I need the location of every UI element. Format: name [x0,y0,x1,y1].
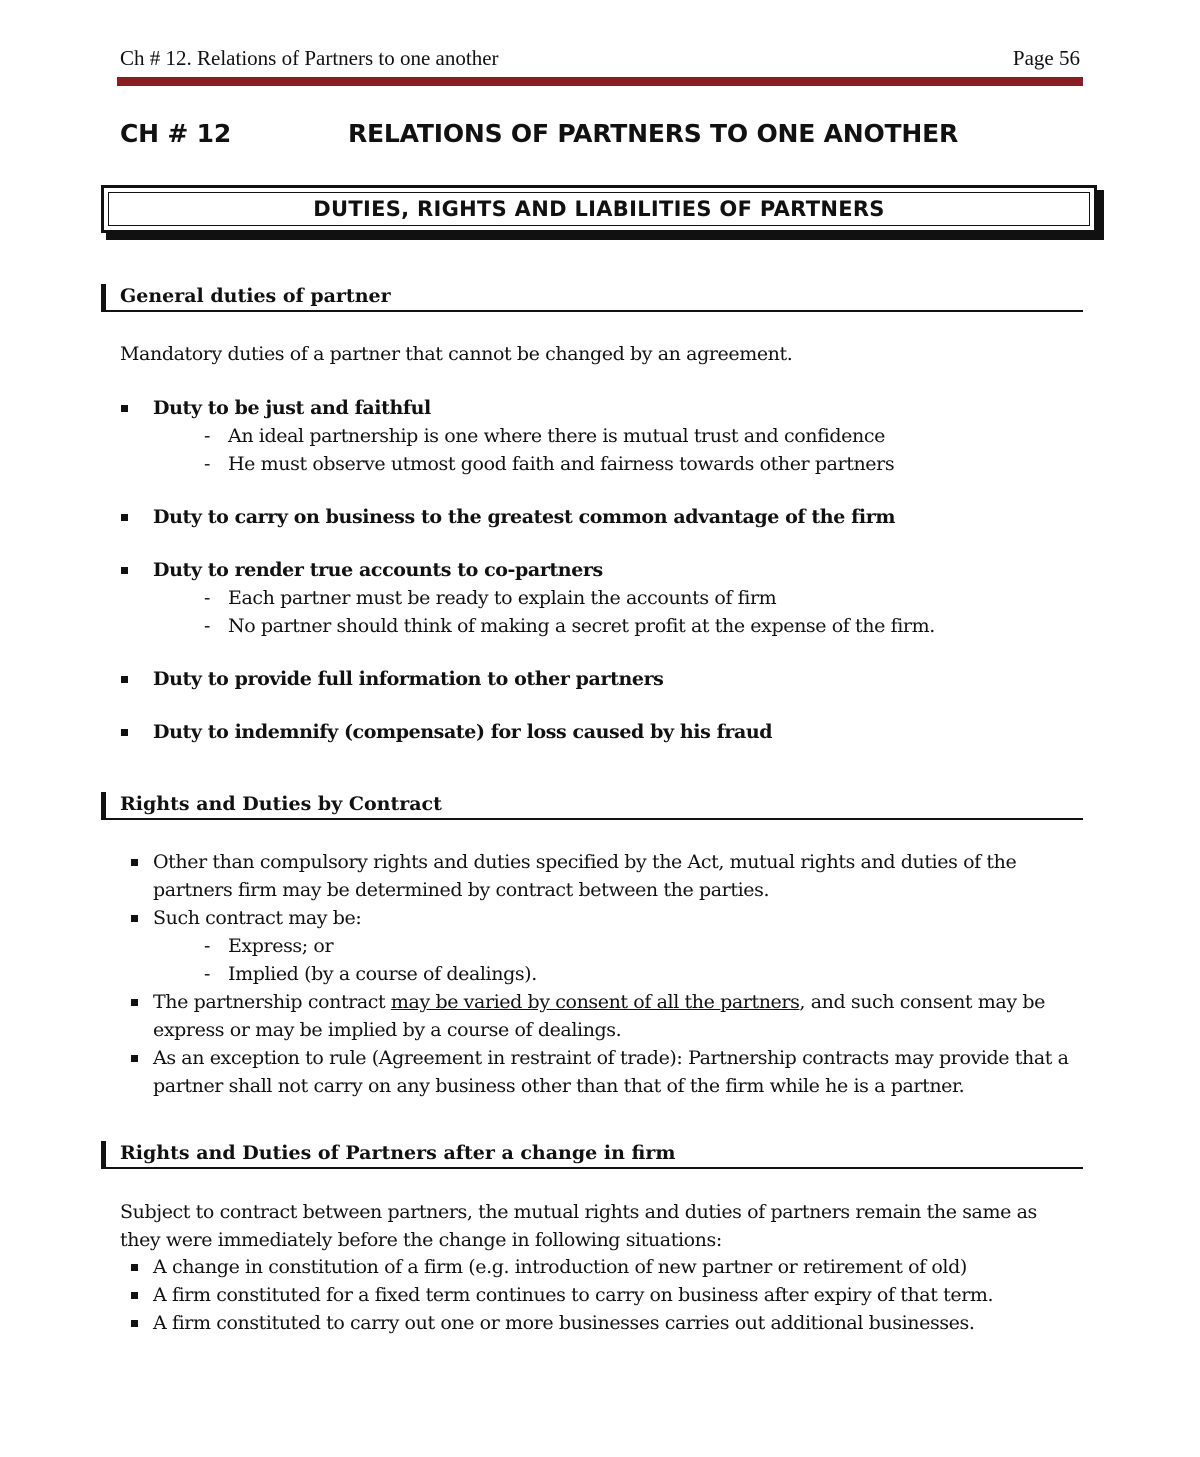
list-item [121,848,1083,904]
list-item-text: Such contract may be: [153,907,362,929]
list-item-text: Duty to indemnify (compensate) for loss caused by his fraud [153,721,773,743]
sub-list-item: - No partner should think of making a secret profit at the expense of the firm. [153,612,1081,640]
section3-intro: Subject to contract between partners, the mutual rights and duties of partners remain the same as they were immediately before the change in following situations: [120,1201,1037,1251]
contract-list [121,848,1083,1100]
list-item: The partnership contract may be varied by consent of all the partners, and such consent may be express or may be implied by a course of dealings. [121,988,1083,1044]
sub-list [153,422,1081,478]
list-item-text: A change in constitution of a firm (e.g. introduction of new partner or retirement of old) [153,1256,967,1278]
running-header [120,44,1080,72]
section-heading-text: Rights and Duties by Contract [120,793,442,815]
section-heading-text: Rights and Duties of Partners after a change in firm [120,1142,676,1164]
section-heading-general-duties [101,284,1083,312]
section-heading-by-contract [101,792,1083,820]
bullet-icon [131,1055,138,1062]
page-number: Page 56 [1012,46,1080,70]
bullet-icon [131,1264,138,1271]
list-item-text: Other than compulsory rights and duties specified by the Act, mutual rights and duties of the partners firm may be determined by contract between the parties. [153,851,1017,901]
dash-icon: - [204,453,211,475]
list-item-text: A firm constituted to carry out one or more businesses carries out additional businesses. [153,1312,975,1334]
list-item [121,904,1083,988]
general-duties-list [121,394,1081,746]
dash-icon: - [204,935,211,957]
dash-icon: - [204,587,211,609]
boxed-heading [101,185,1097,233]
bullet-icon [131,859,138,866]
section-heading-text: General duties of partner [120,285,391,307]
bullet-icon [131,999,138,1006]
sub-list-item: - He must observe utmost good faith and fairness towards other partners [153,450,1081,478]
list-item-text: Duty to carry on business to the greatest common advantage of the firm [153,506,896,528]
running-header-title: Ch # 12. Relations of Partners to one another [120,46,499,70]
list-item-text: Duty to render true accounts to co-partners [153,559,603,581]
bullet-icon [121,676,128,683]
sub-list [153,584,1081,640]
underlined-phrase: may be varied by consent of all the partners [390,991,800,1013]
dash-icon: - [204,425,211,447]
chapter-number: CH # 12 [120,119,232,148]
header-rule [117,77,1083,86]
dash-icon: - [204,615,211,637]
sub-list-item: - An ideal partnership is one where there is mutual trust and confidence [153,422,1081,450]
list-item [121,1044,1083,1100]
bullet-icon [121,729,128,736]
chapter-title: RELATIONS OF PARTNERS TO ONE ANOTHER [348,119,959,148]
bullet-icon [131,1320,138,1327]
list-item-text: A firm constituted for a fixed term continues to carry on business after expiry of that term. [153,1284,994,1306]
list-item [121,665,1081,693]
list-item [121,1281,1083,1309]
sub-list [153,932,1083,988]
list-item [121,503,1081,531]
boxed-heading-title: DUTIES, RIGHTS AND LIABILITIES OF PARTNERS [313,197,885,221]
list-item-text: As an exception to rule (Agreement in restraint of trade): Partnership contracts may provide that a partner shall not carry on any business other than that of the firm while he is a partner. [153,1047,1069,1097]
sub-list-item: - Implied (by a course of dealings). [153,960,1083,988]
chapter-heading [120,116,1080,152]
list-item-text: Duty to be just and faithful [153,397,431,419]
bullet-icon [131,915,138,922]
list-item [121,394,1081,478]
sub-list-item: - Each partner must be ready to explain the accounts of firm [153,584,1081,612]
list-item-text: Duty to provide full information to other partners [153,668,664,690]
dash-icon: - [204,963,211,985]
bullet-icon [121,567,128,574]
list-item [121,718,1081,746]
section1-intro: Mandatory duties of a partner that cannot be changed by an agreement. [120,343,793,365]
list-item [121,556,1081,640]
bullet-icon [121,405,128,412]
sub-list-item: - Express; or [153,932,1083,960]
bullet-icon [131,1292,138,1299]
list-item [121,1309,1083,1337]
bullet-icon [121,514,128,521]
list-item [121,1253,1083,1281]
change-in-firm-list [121,1253,1083,1337]
section-heading-after-change [101,1141,1083,1169]
